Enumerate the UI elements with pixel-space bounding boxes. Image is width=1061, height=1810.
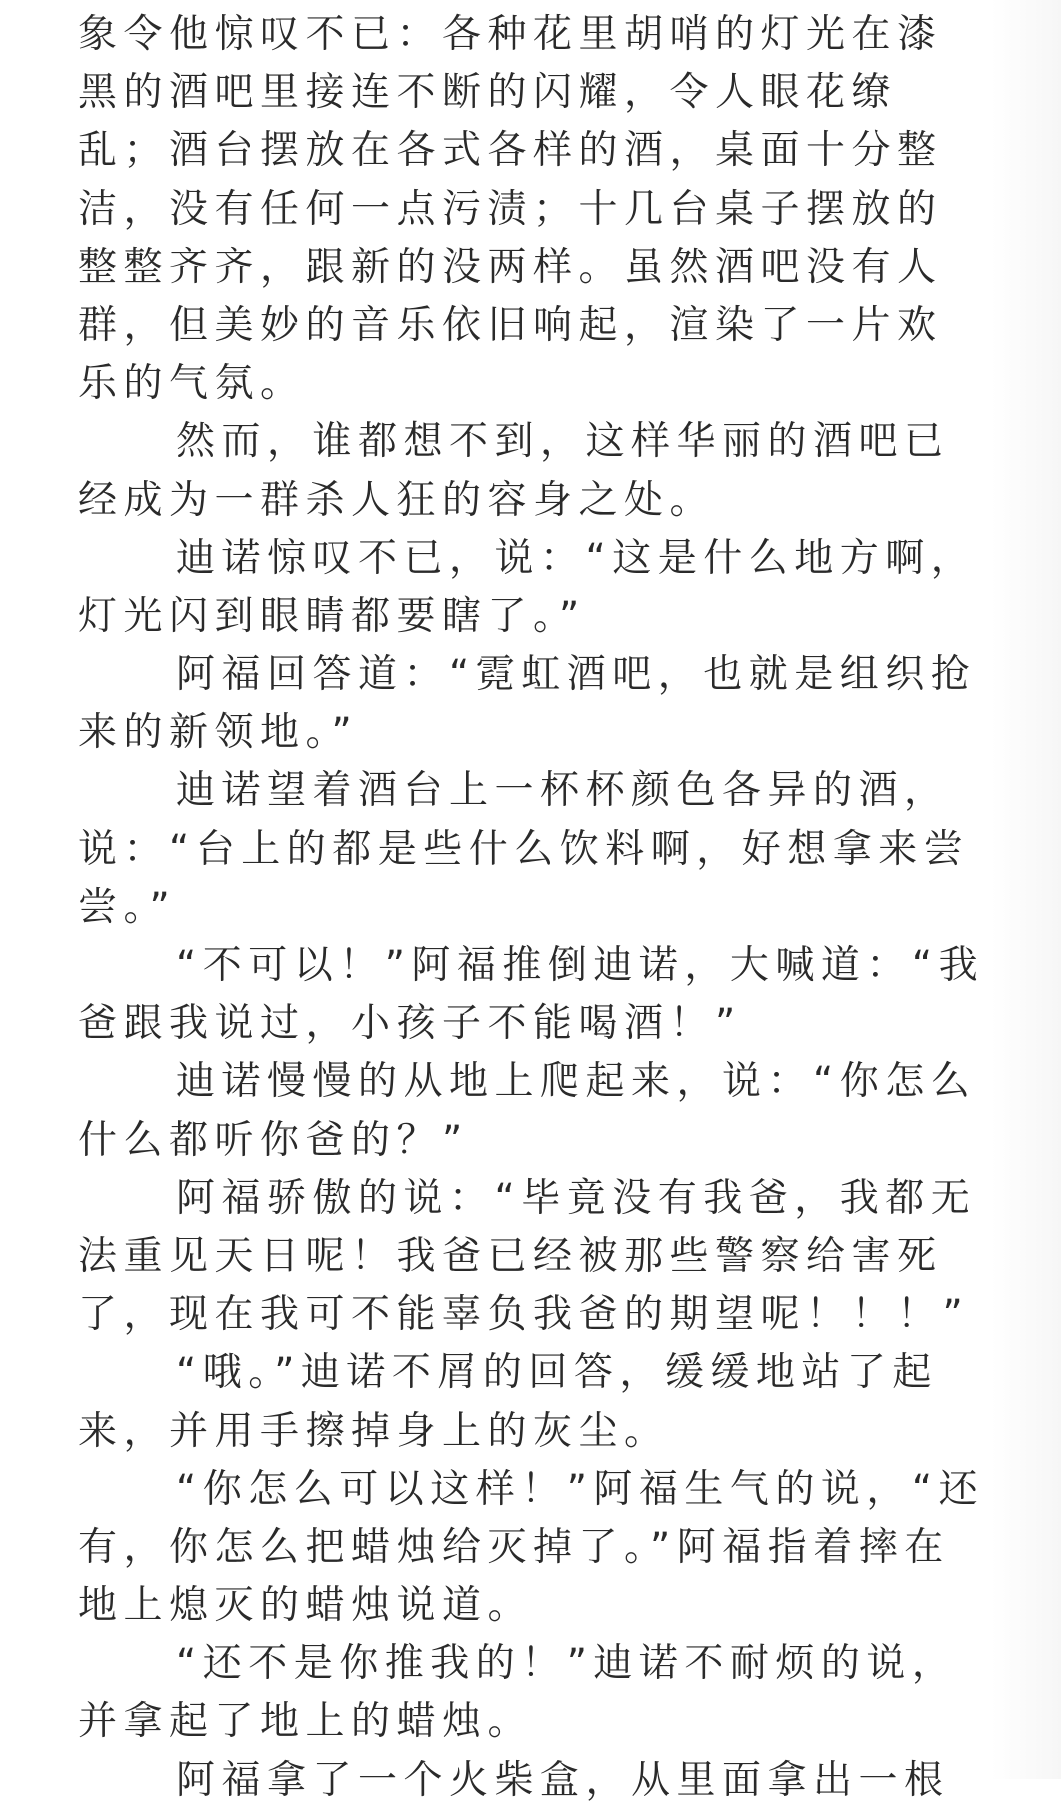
text-line: 乱；酒台摆放在各式各样的酒，桌面十分整: [78, 128, 943, 174]
page-edge-shadow: [991, 0, 1061, 1779]
story-text: [78, 6, 998, 1810]
text-line: 迪诺慢慢的从地上爬起来，说：“你怎么: [176, 1059, 977, 1105]
text-line: “哦。”迪诺不屑的回答，缓缓地站了起: [176, 1350, 938, 1396]
text-line: 地上熄灭的蜡烛说道。: [78, 1583, 534, 1629]
text-line: 迪诺望着酒台上一杯杯颜色各异的酒，: [176, 768, 950, 814]
text-line: 阿福回答道：“霓虹酒吧，也就是组织抢: [176, 652, 977, 698]
text-line: 黑的酒吧里接连不断的闪耀，令人眼花缭: [78, 70, 898, 116]
text-line: 灯光闪到眼睛都要瞎了。”: [78, 593, 586, 639]
text-line: 迪诺惊叹不已，说：“这是什么地方啊，: [176, 535, 977, 581]
text-line: 来，并用手擦掉身上的灰尘。: [78, 1408, 670, 1454]
text-line: 象令他惊叹不已：各种花里胡哨的灯光在漆: [78, 12, 943, 57]
text-line: 经成为一群杀人狂的容身之处。: [78, 477, 716, 523]
text-line: 说：“台上的都是些什么饮料啊，好想拿来尝: [78, 826, 970, 872]
text-line: 尝。”: [78, 884, 177, 930]
text-line: “你怎么可以这样！”阿福生气的说，“还: [176, 1466, 985, 1512]
text-line: 有，你怎么把蜡烛给灭掉了。”阿福指着摔在: [78, 1524, 950, 1570]
text-line: 阿福骄傲的说：“毕竟没有我爸，我都无: [176, 1175, 977, 1221]
text-line: 整整齐齐，跟新的没两样。虽然酒吧没有人: [78, 244, 943, 290]
text-line: 阿福拿了一个火柴盒，从里面拿出一根: [176, 1757, 950, 1803]
text-line: 法重见天日呢！我爸已经被那些警察给害死: [78, 1233, 943, 1279]
text-line: 来的新领地。”: [78, 710, 359, 756]
text-line: “不可以！”阿福推倒迪诺，大喊道：“我: [176, 943, 985, 988]
text-line: “还不是你推我的！”迪诺不耐烦的说，: [176, 1641, 958, 1687]
text-line: 爸跟我说过，小孩子不能喝酒！”: [78, 1001, 742, 1047]
text-line: 然而，谁都想不到，这样华丽的酒吧已: [176, 419, 950, 465]
text-line: 什么都听你爸的？”: [78, 1117, 469, 1163]
text-line: 洁，没有任何一点污渍；十几台桌子摆放的: [78, 186, 943, 232]
text-line: 并拿起了地上的蜡烛。: [78, 1699, 534, 1745]
text-line: 了，现在我可不能辜负我爸的期望呢！！！”: [78, 1292, 970, 1338]
text-line: 群，但美妙的音乐依旧响起，渲染了一片欢: [78, 302, 943, 348]
text-line: 乐的气氛。: [78, 361, 306, 407]
